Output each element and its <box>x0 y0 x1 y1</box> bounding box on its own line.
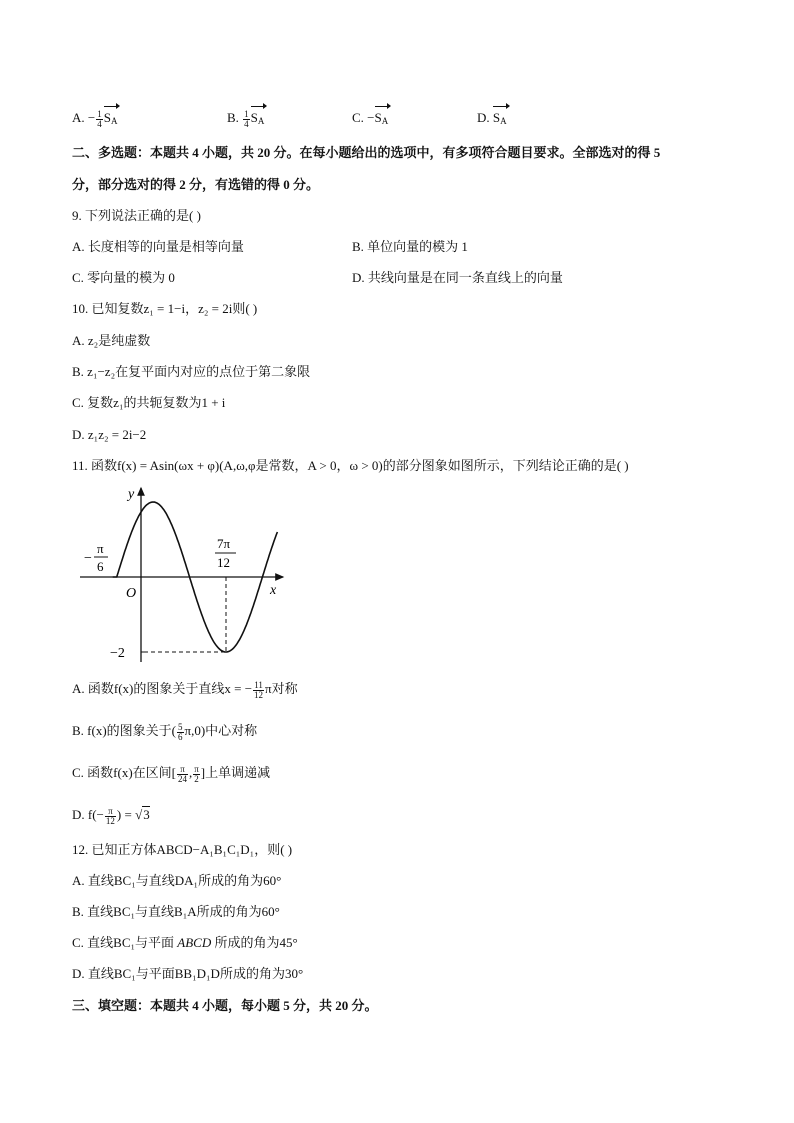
q12-option-c <box>72 934 298 952</box>
sqrt-sign: √ <box>135 807 143 822</box>
vector-symbol <box>104 109 118 130</box>
option-label: B. <box>227 110 243 125</box>
fraction <box>193 765 200 784</box>
min-value-label: −2 <box>110 646 125 661</box>
vector-subscript: A <box>257 116 265 126</box>
option-text: ) = <box>116 807 136 822</box>
vector-letter: S <box>374 110 382 125</box>
fraction-numerator: 1 <box>244 108 249 119</box>
vector-subscript: A <box>381 116 389 126</box>
q8-option-a <box>72 109 117 130</box>
fraction-denominator: 4 <box>244 118 249 129</box>
fraction-denominator: 12 <box>254 689 264 700</box>
fraction <box>177 723 184 742</box>
option-text: π对称 <box>265 681 298 696</box>
option-label: D. <box>477 110 493 125</box>
fraction-denominator: 6 <box>178 731 183 742</box>
fraction-numerator: π <box>105 807 116 817</box>
option-label: A. − <box>72 110 96 125</box>
fraction-denominator: 4 <box>97 118 102 129</box>
q11-option-c <box>72 764 270 784</box>
q8-option-b <box>227 109 264 130</box>
vector-symbol <box>493 109 507 130</box>
plane-name: ABCD <box>177 935 212 950</box>
right-tick-numerator: 7π <box>217 536 231 551</box>
q9-option-c: C. 零向量的模为 0 <box>72 270 175 285</box>
sine-graph <box>80 482 290 664</box>
q11-option-d <box>72 806 150 826</box>
fraction <box>96 110 103 129</box>
right-tick-denominator: 12 <box>217 555 230 570</box>
vector-letter: S <box>250 110 258 125</box>
q10-option-d: D. z₁z₂ = 2i−2 <box>72 427 147 442</box>
q11-option-b <box>72 722 257 742</box>
q10-option-a: A. z₂是纯虚数 <box>72 333 151 348</box>
option-text: B. f(x)的图象关于( <box>72 723 176 738</box>
vector-letter: S <box>103 110 111 125</box>
fraction <box>177 765 188 784</box>
vector-subscript: A <box>110 116 118 126</box>
q10-stem: 10. 已知复数z₁ = 1−i，z₂ = 2i则( ) <box>72 301 258 316</box>
left-tick-numerator: π <box>97 541 104 556</box>
q8-option-c <box>352 109 388 130</box>
left-tick-denominator: 6 <box>97 559 104 574</box>
section-2-instructions-line-1: 二、多选题：本题共 4 小题，共 20 分。在每小题给出的选项中，有多项符合题目要求。全部选对的得 5 <box>72 145 661 160</box>
left-tick-sign: − <box>84 551 92 566</box>
q12-option-a: A. 直线BC₁与直线DA₁所成的角为60° <box>72 873 282 888</box>
q8-option-d <box>477 109 507 130</box>
q12-option-b: B. 直线BC₁与直线B₁A所成的角为60° <box>72 904 280 919</box>
fraction-numerator: 11 <box>254 679 263 690</box>
fraction <box>243 110 250 129</box>
q11-option-a <box>72 680 298 700</box>
vector-subscript: A <box>500 116 507 126</box>
option-text: C. 函数f(x)在区间[ <box>72 765 176 780</box>
q9-stem: 9. 下列说法正确的是( ) <box>72 208 201 223</box>
fraction <box>105 807 116 826</box>
q11-stem: 11. 函数f(x) = Asin(ωx + φ)(A,ω,φ是常数，A > 0，ω > 0)的部分图象如图所示，下列结论正确的是( ) <box>72 458 629 473</box>
fraction-numerator: π <box>194 763 199 774</box>
fraction <box>253 681 264 700</box>
option-text: ]上单调递减 <box>200 765 271 780</box>
q12-option-d: D. 直线BC₁与平面BB₁D₁D所成的角为30° <box>72 966 304 981</box>
section-2-instructions-line-2: 分，部分选对的得 2 分，有选错的得 0 分。 <box>72 177 320 192</box>
fraction-denominator: 2 <box>194 773 199 784</box>
option-label: C. − <box>352 110 375 125</box>
q10-option-b: B. z₁−z₂在复平面内对应的点位于第二象限 <box>72 364 311 379</box>
y-axis-label: y <box>128 487 135 502</box>
fraction-denominator: 12 <box>105 815 115 826</box>
option-text: A. 函数f(x)的图象关于直线x = − <box>72 681 253 696</box>
option-text: π,0)中心对称 <box>184 723 258 738</box>
q9-option-b: B. 单位向量的模为 1 <box>352 239 468 254</box>
fraction-denominator: 24 <box>178 773 187 784</box>
option-text: D. f(− <box>72 807 104 822</box>
q9-option-a: A. 长度相等的向量是相等向量 <box>72 239 244 254</box>
q9-option-d: D. 共线向量是在同一条直线上的向量 <box>352 270 563 285</box>
q12-stem: 12. 已知正方体ABCD−A₁B₁C₁D₁，则( ) <box>72 842 293 857</box>
fraction-numerator: 5 <box>178 721 183 732</box>
q10-option-c: C. 复数z₁的共轭复数为1 + i <box>72 395 226 410</box>
option-text: C. 直线BC₁与平面 <box>72 935 178 950</box>
vector-letter: S <box>492 110 501 125</box>
origin-label: O <box>126 586 137 601</box>
section-3-instructions: 三、填空题：本题共 4 小题，每小题 5 分，共 20 分。 <box>72 998 378 1013</box>
comma: , <box>189 765 193 780</box>
vector-symbol <box>375 109 389 130</box>
vector-symbol <box>251 109 265 130</box>
option-text: 所成的角为45° <box>211 935 298 950</box>
sqrt-radicand: 3 <box>143 807 150 822</box>
fraction-numerator: 1 <box>97 108 102 119</box>
fraction-numerator: π <box>177 765 188 775</box>
x-axis-label: x <box>270 583 277 598</box>
